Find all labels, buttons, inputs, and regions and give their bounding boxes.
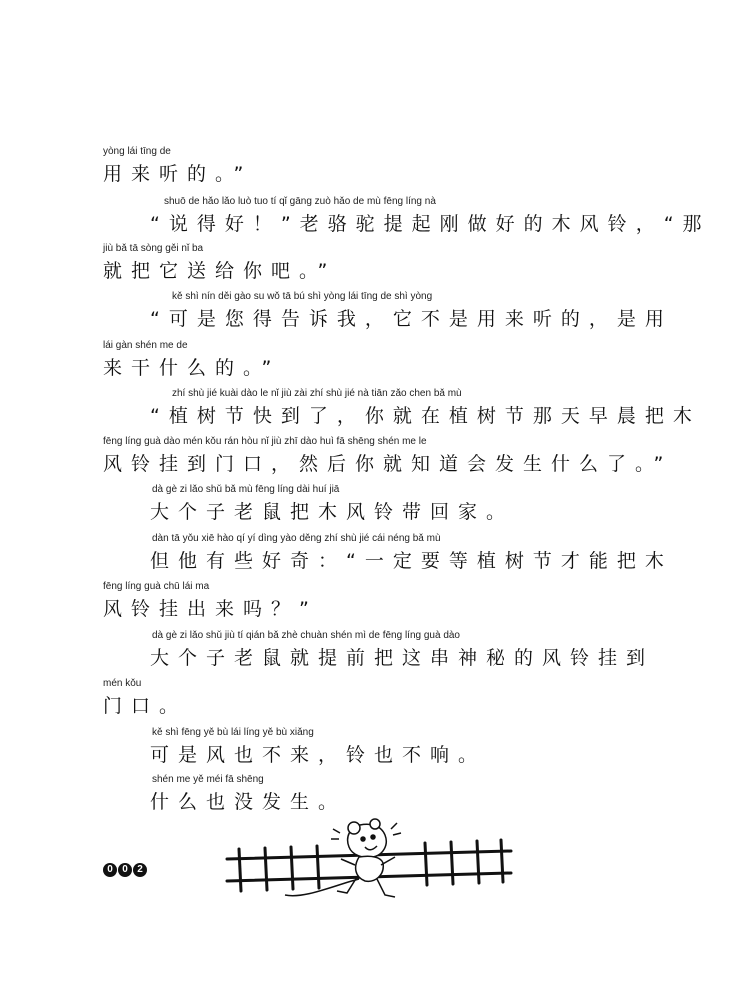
pinyin-line-10: fēng líng guà chū lái ma <box>103 581 210 592</box>
hanzi-line-4: “可是您得告诉我，它不是用来听的，是用 <box>150 308 673 330</box>
mouse-ladder-illustration <box>225 815 515 905</box>
pinyin-line-3: jiù bǎ tā sòng gěi nǐ ba <box>103 243 204 254</box>
pinyin-line-14: shén me yě méi fā shēng <box>152 774 264 785</box>
hanzi-line-5: 来干什么的。” <box>103 357 281 379</box>
hanzi-line-11: 大个子老鼠就提前把这串神秘的风铃挂到 <box>150 647 655 669</box>
pinyin-line-6: zhí shù jié kuài dào le nǐ jiù zài zhí shù jié nà tiān zǎo chen bǎ mù <box>172 388 462 399</box>
hanzi-line-7: 风铃挂到门口，然后你就知道会发生什么了。” <box>103 453 673 475</box>
pinyin-line-1: yòng lái tīng de <box>103 146 171 157</box>
hanzi-line-8: 大个子老鼠把木风铃带回家。 <box>150 501 515 523</box>
pinyin-line-11: dà gè zi lǎo shǔ jiù tí qián bǎ zhè chuàn shén mì de fēng líng guà dào <box>152 630 460 641</box>
hanzi-line-13: 可是风也不来，铃也不响。 <box>150 744 487 766</box>
hanzi-line-14: 什么也没发生。 <box>150 791 347 813</box>
hanzi-line-3: 就把它送给你吧。” <box>103 260 337 282</box>
pinyin-line-13: kě shì fēng yě bù lái líng yě bù xiǎng <box>152 727 314 738</box>
pinyin-line-7: fēng líng guà dào mén kǒu rán hòu nǐ jiù zhī dào huì fā shēng shén me le <box>103 436 427 447</box>
hanzi-line-12: 门口。 <box>103 695 188 717</box>
hanzi-line-9: 但他有些好奇：“一定要等植树节才能把木 <box>150 550 673 572</box>
pinyin-line-4: kě shì nín děi gào su wǒ tā bú shì yòng lái tīng de shì yòng <box>172 291 433 302</box>
hanzi-line-2: “说得好！”老骆驼提起刚做好的木风铃，“那 <box>150 213 711 235</box>
page-number-digit-1: 0 <box>103 863 117 877</box>
hanzi-line-1: 用来听的。” <box>103 163 253 185</box>
pinyin-line-5: lái gàn shén me de <box>103 340 188 351</box>
page-number <box>103 863 147 877</box>
pinyin-line-12: mén kǒu <box>103 678 142 689</box>
pinyin-line-9: dàn tā yǒu xiē hào qí yí dìng yào děng zhí shù jié cái néng bǎ mù <box>152 533 441 544</box>
page-number-digit-2: 0 <box>118 863 132 877</box>
pinyin-line-2: shuō de hǎo lǎo luò tuo tí qǐ gāng zuò hǎo de mù fēng líng nà <box>164 196 436 207</box>
hanzi-line-6: “植树节快到了，你就在植树节那天早晨把木 <box>150 405 701 427</box>
page-number-digit-3: 2 <box>133 863 147 877</box>
pinyin-line-8: dà gè zi lǎo shǔ bǎ mù fēng líng dài huí jiā <box>152 484 340 495</box>
hanzi-line-10: 风铃挂出来吗？” <box>103 598 318 620</box>
